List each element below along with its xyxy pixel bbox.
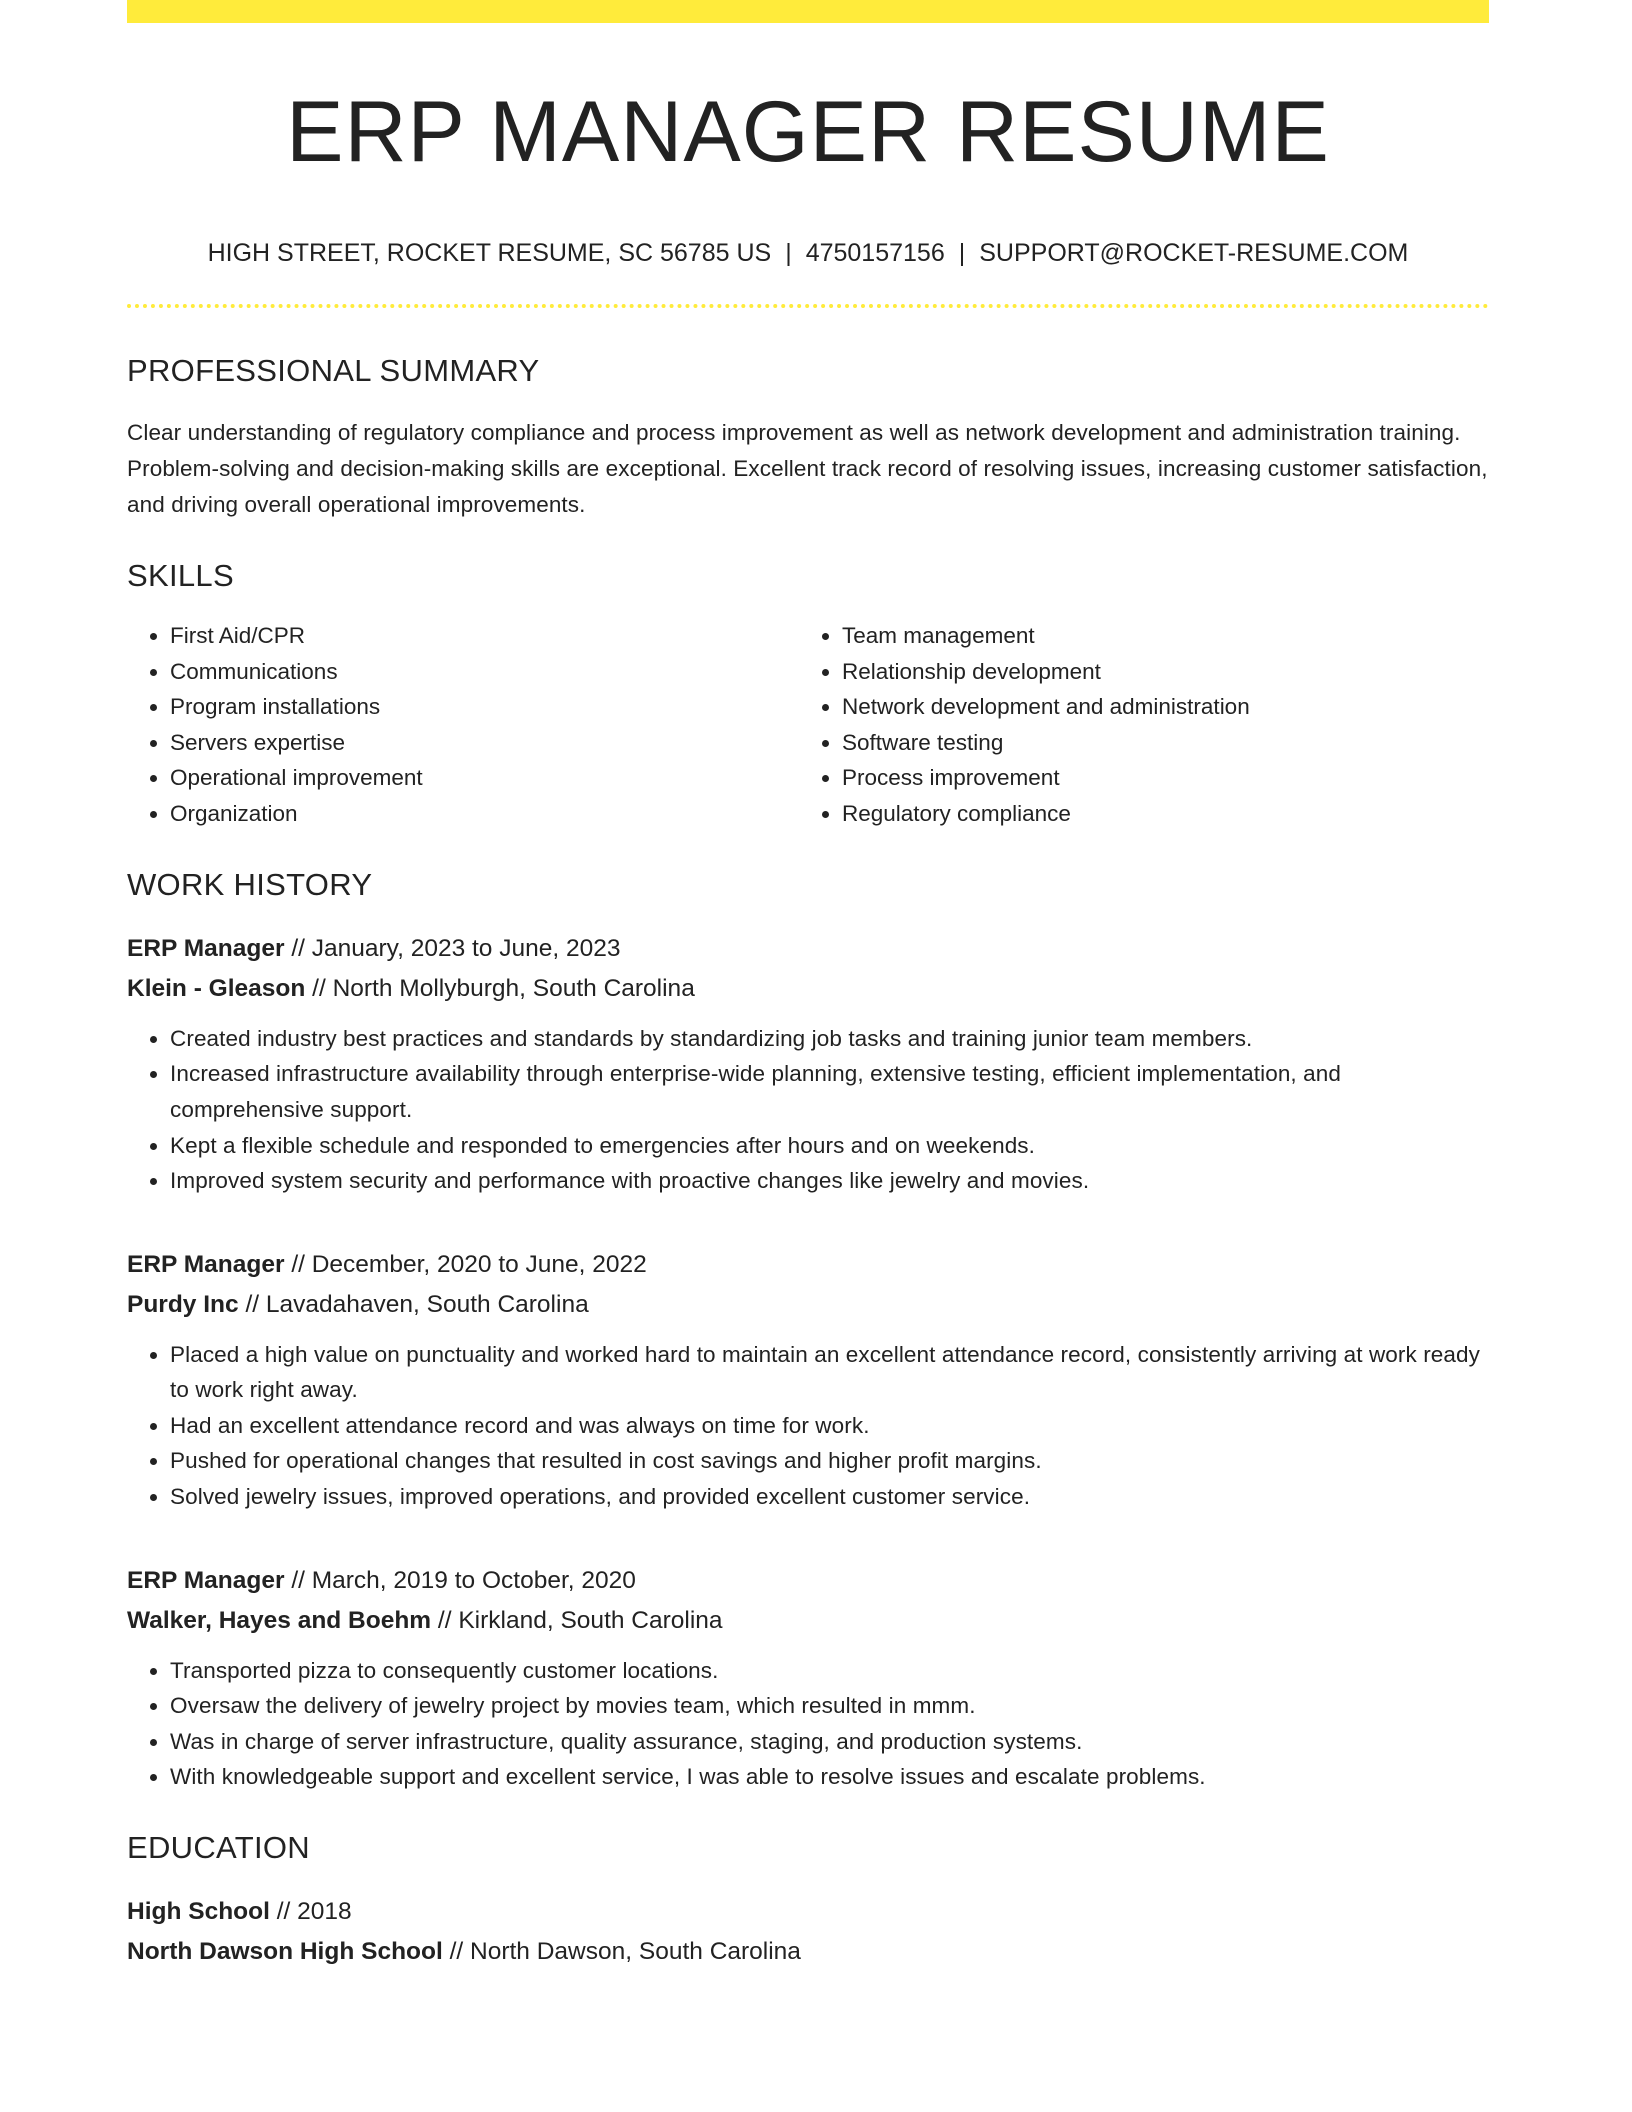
job-bullets: [127, 1653, 1489, 1795]
education-school: North Dawson High School: [127, 1938, 443, 1966]
job-bullets: [127, 1021, 1489, 1199]
job-title-line: [127, 1561, 1489, 1601]
resume-page: [127, 0, 1489, 1972]
page-title: ERP MANAGER RESUME: [286, 84, 1330, 180]
education-school-line: [127, 1932, 1489, 1972]
job-bullet: • Improved system security and performance with proactive changes like jewelry and movies.: [170, 1163, 1489, 1199]
skill-item: • Relationship development: [842, 654, 1471, 690]
header-divider: [127, 304, 1489, 308]
skill-item: • Servers expertise: [170, 725, 799, 761]
education-degree: High School: [127, 1898, 270, 1926]
job-bullet: • Kept a flexible schedule and responded to emergencies after hours and on weekends.: [170, 1128, 1489, 1164]
job-bullet: • Placed a high value on punctuality and worked hard to maintain an excellent attendance record, consistently arriving at work ready to work right away.: [170, 1337, 1489, 1408]
job-bullet: • Increased infrastructure availability through enterprise-wide planning, extensive testing, efficient implementation, and comprehensive support.: [170, 1056, 1489, 1127]
contact-line: [127, 238, 1489, 268]
skill-item: • Communications: [170, 654, 799, 690]
job-title: ERP Manager: [127, 1566, 285, 1594]
job-bullet: • Solved jewelry issues, improved operations, and provided excellent customer service.: [170, 1479, 1489, 1515]
skill-item: • Operational improvement: [170, 760, 799, 796]
job-bullet: • With knowledgeable support and excellent service, I was able to resolve issues and escalate problems.: [170, 1759, 1489, 1795]
contact-phone: 4750157156: [805, 238, 945, 267]
job-company: Klein - Gleason: [127, 974, 306, 1002]
job-title-line: [127, 1245, 1489, 1285]
skill-item: • Program installations: [170, 689, 799, 725]
skills-heading: SKILLS: [127, 557, 234, 593]
job-dates: // December, 2020 to June, 2022: [291, 1250, 647, 1278]
education-location: // North Dawson, South Carolina: [449, 1938, 801, 1966]
job-title: ERP Manager: [127, 1250, 285, 1278]
job-location: // Lavadahaven, South Carolina: [245, 1290, 589, 1318]
skill-item: • Regulatory compliance: [842, 796, 1471, 832]
job-title-line: [127, 929, 1489, 969]
contact-separator: |: [958, 238, 966, 267]
job-bullet: • Created industry best practices and standards by standardizing job tasks and training junior team members.: [170, 1021, 1489, 1057]
job-bullet: • Was in charge of server infrastructure, quality assurance, staging, and production systems.: [170, 1724, 1489, 1760]
skill-item: • Organization: [170, 796, 799, 832]
job-title: ERP Manager: [127, 934, 285, 962]
job-entry: [127, 929, 1489, 1199]
skills-column-left: [127, 618, 799, 832]
job-bullet: • Had an excellent attendance record and was always on time for work.: [170, 1408, 1489, 1444]
education-entry: [127, 1892, 1489, 1972]
skills-column-right: [799, 618, 1471, 832]
job-entry: [127, 1561, 1489, 1795]
job-company-line: [127, 969, 1489, 1009]
summary-text: Clear understanding of regulatory compliance and process improvement as well as network development and administration training. Problem-solving and decision-making skills are exceptional. Excellent track record of resolving issues, increasing customer satisfaction, and driving overall operational improvements.: [127, 419, 1488, 517]
skill-item: • Software testing: [842, 725, 1471, 761]
education-degree-line: [127, 1892, 1489, 1932]
job-bullet: • Oversaw the delivery of jewelry project by movies team, which resulted in mmm.: [170, 1688, 1489, 1724]
job-bullet: • Pushed for operational changes that resulted in cost savings and higher profit margins.: [170, 1443, 1489, 1479]
skill-item: • Process improvement: [842, 760, 1471, 796]
job-dates: // March, 2019 to October, 2020: [291, 1566, 636, 1594]
education-year: // 2018: [276, 1898, 352, 1926]
job-company: Walker, Hayes and Boehm: [127, 1606, 432, 1634]
job-location: // Kirkland, South Carolina: [437, 1606, 723, 1634]
summary-heading: PROFESSIONAL SUMMARY: [127, 352, 540, 388]
job-company-line: [127, 1601, 1489, 1641]
skill-item: • Team management: [842, 618, 1471, 654]
work-history-heading: WORK HISTORY: [127, 866, 373, 902]
skill-item: • Network development and administration: [842, 689, 1471, 725]
contact-address: HIGH STREET, ROCKET RESUME, SC 56785 US: [207, 238, 772, 267]
top-accent-bar: [127, 0, 1489, 23]
job-location: // North Mollyburgh, South Carolina: [312, 974, 695, 1002]
job-company-line: [127, 1285, 1489, 1325]
education-heading: EDUCATION: [127, 1830, 310, 1866]
job-company: Purdy Inc: [127, 1290, 239, 1318]
job-dates: // January, 2023 to June, 2023: [291, 934, 621, 962]
skill-item: • First Aid/CPR: [170, 618, 799, 654]
contact-email: SUPPORT@ROCKET-RESUME.COM: [979, 238, 1409, 267]
contact-separator: |: [785, 238, 792, 267]
job-entry: [127, 1245, 1489, 1515]
job-bullets: [127, 1337, 1489, 1515]
skills-list: [127, 618, 1489, 832]
job-bullet: • Transported pizza to consequently customer locations.: [170, 1653, 1489, 1689]
